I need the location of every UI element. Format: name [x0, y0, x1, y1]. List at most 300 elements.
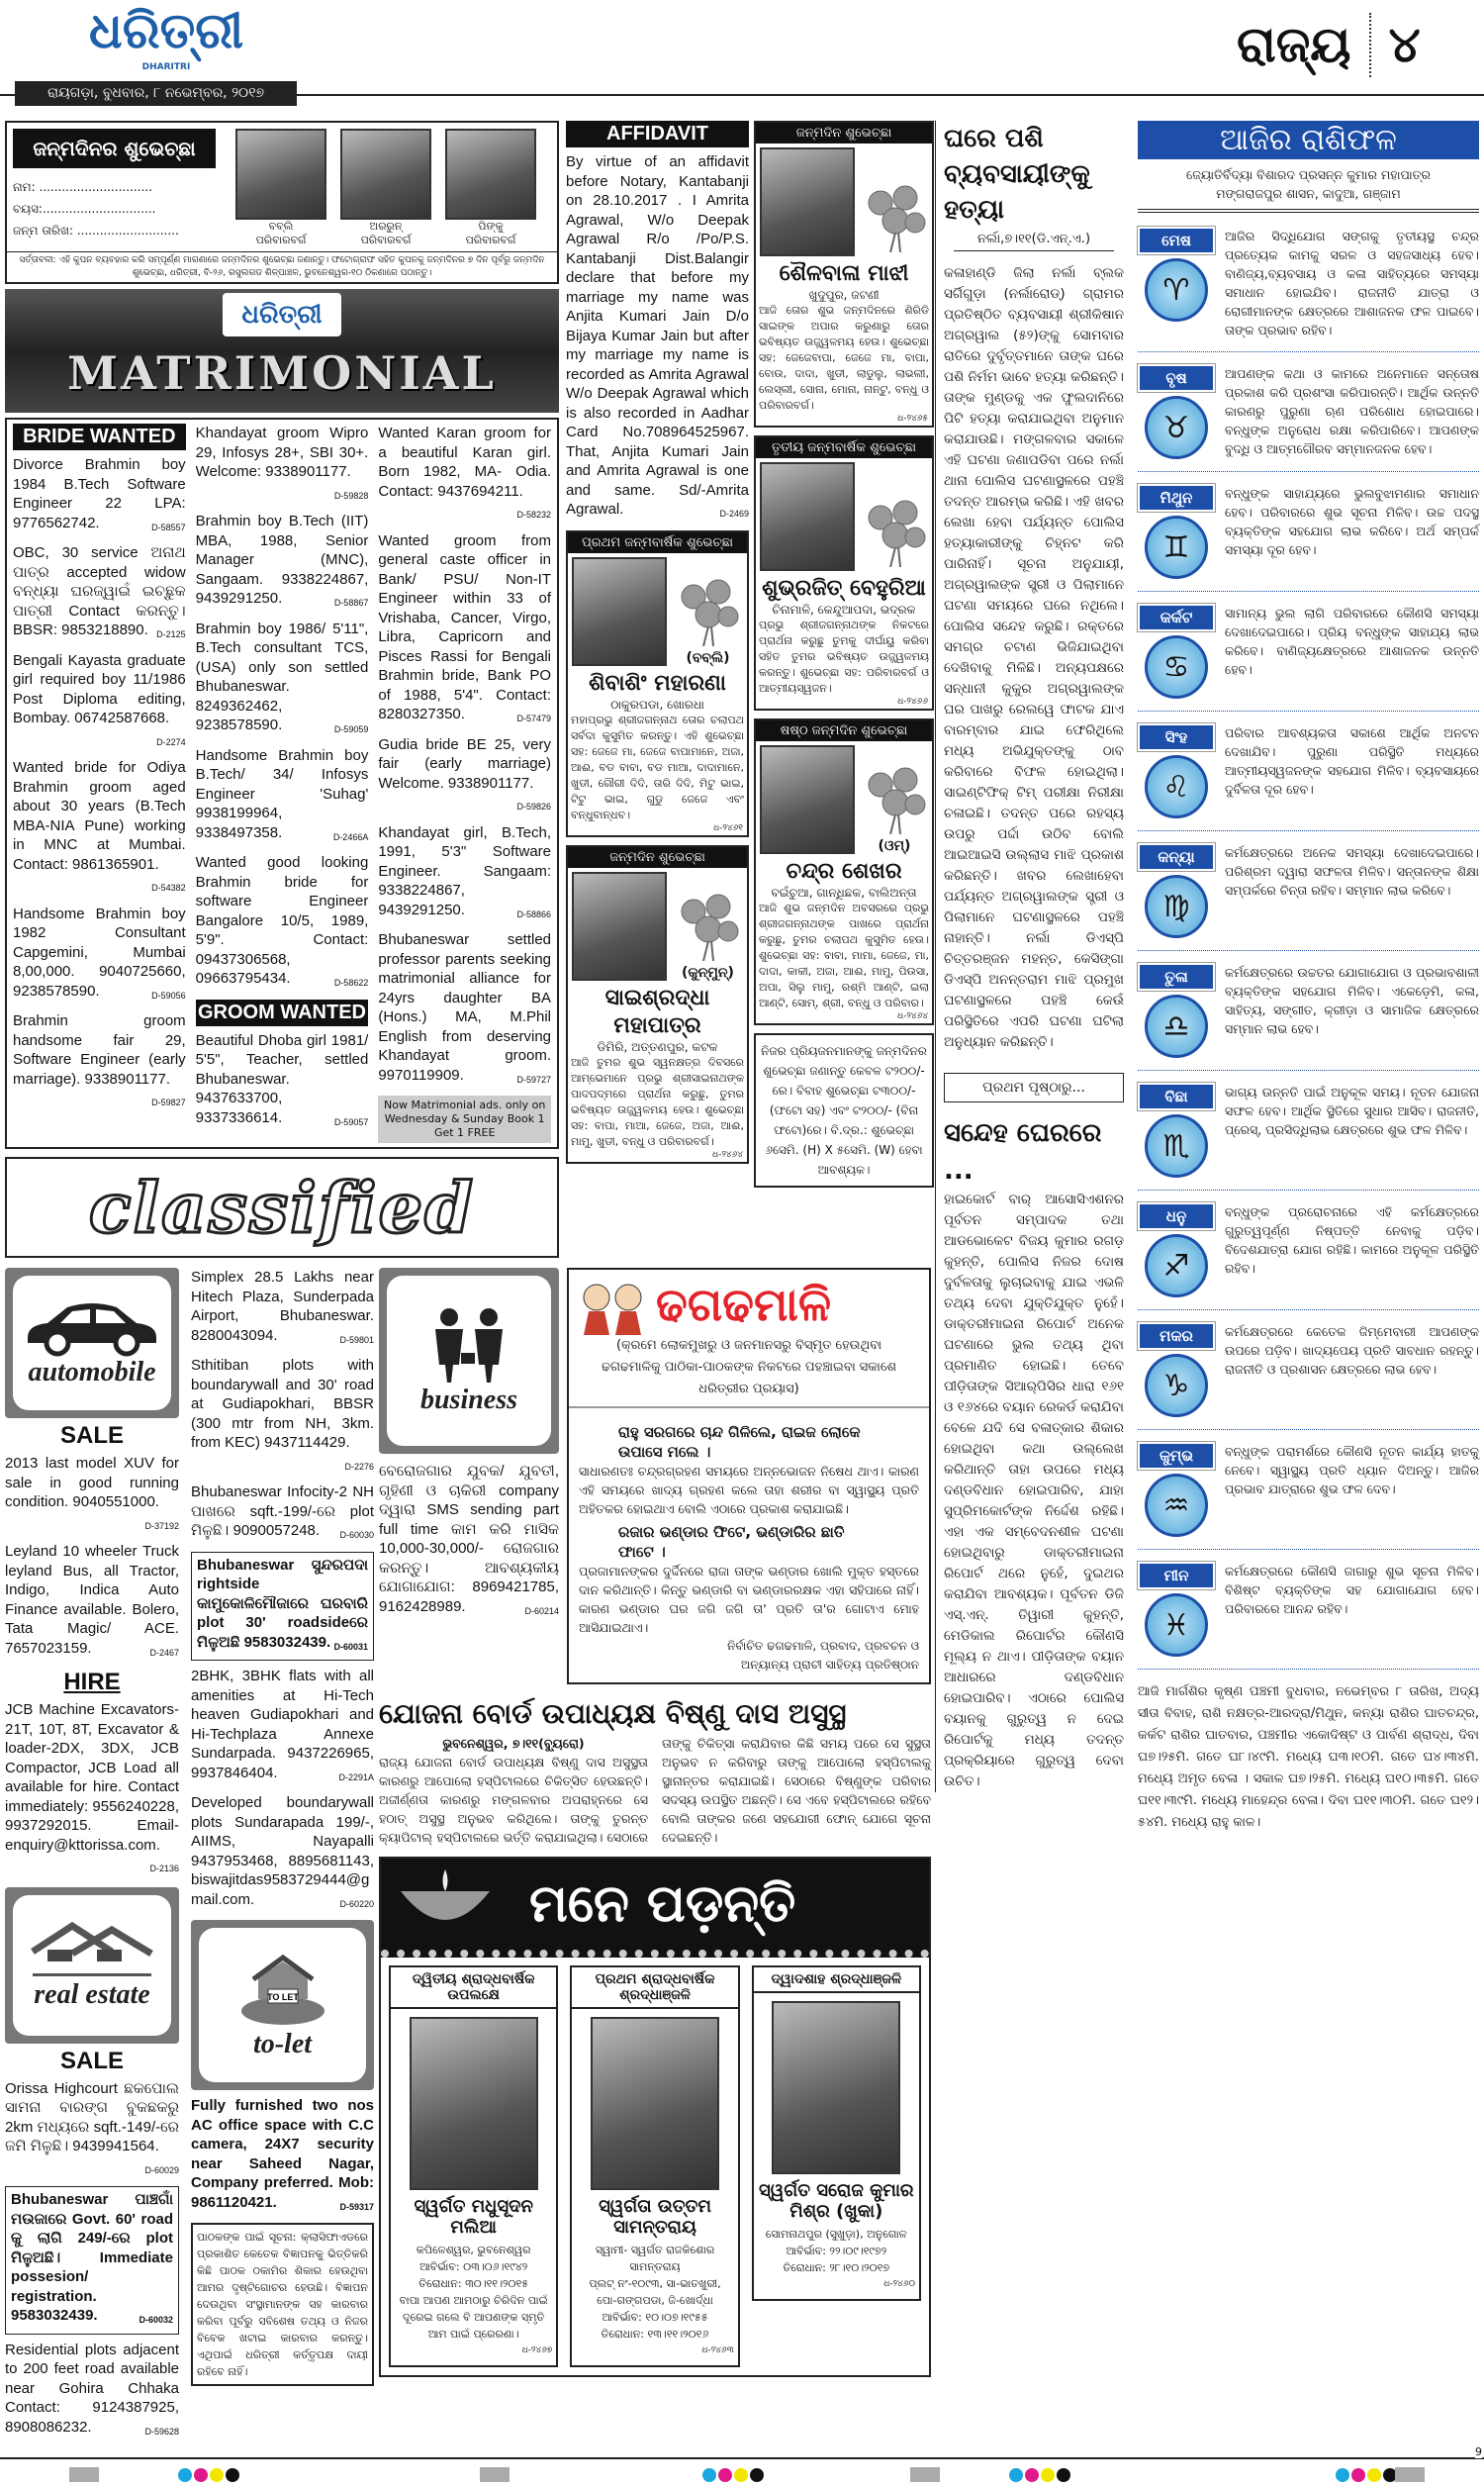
ad-text: By virtue of an affidavit before Notary, Kantabanji on 28.10.2017 . I Amrita Agrawal, W/o Deepak Agrawal R/o /Po/P.S. Kantabanji Dist.Balangir declare that before my marriage my name was Anjita Kumari Jain D/o Bijaya Kumar Jain but after my marriage my name is recorded as Amrita Agrawal W/o Deepak Agrawal which is also recorded in Aadhar Card No.708964525967. That, Anjita Kumari Jain and Amrita Agrawal is one and same. Sd/-Amrita Agrawal. [566, 153, 749, 518]
obituary-ad [570, 1965, 739, 2367]
svg-text:TO LET: TO LET [266, 1992, 299, 2002]
ad-code: D-58557 [151, 522, 186, 532]
ad-list [5, 1454, 179, 1663]
astrologer [1138, 159, 1479, 213]
headline: ଘରେ ପଶି ବ୍ୟବସାୟୀଙ୍କୁ ହତ୍ୟା [944, 124, 1090, 225]
obituaries [381, 1958, 929, 2375]
obituary-line: ସୋମନାଥପୁର (ସୁଖୁଡ଼ା), ଅନୁଗୋଳ [765, 2228, 907, 2241]
ad-text: Bhubaneswar settled professor parents seeking matrimonial alliance for 24yrs daughter BA (Hons.) MA, M.Phil English from deserving Khandayat groom. 9970119909. [378, 931, 552, 1084]
classified-ad [196, 853, 369, 994]
ad-list [191, 1268, 374, 1914]
wish-rate-notice: ନିଜର ପ୍ରିୟଜନମାନଙ୍କୁ ଜନ୍ମଦିନର ଶୁଭେଚ୍ଛା ଜଣାନ୍ତୁ କେବଳ ଟ୨୦୦/- ରେ। ବିବାହ ଶୁଭେଚ୍ଛା ଟ୩୦୦/- (ଫଟୋ ସହ) ଏବଂ ଟ୨୦୦/- (ବିନା ଫଟୋ)ରେ। ବି.ଦ୍ର.: ଶୁଭେଚ୍ଛା ୬ସେମି. (H) X ୫ସେମି. (W) ହେବା ଆବଶ୍ୟକ। [754, 1033, 934, 1188]
zodiac-name: କୁମ୍ଭ [1138, 1442, 1215, 1470]
nickname: (ବବ୍‌ଲି) [686, 649, 730, 666]
ad-code: D-2276 [344, 1461, 374, 1472]
wish-title: ତୃତୀୟ ଜନ୍ମବାର୍ଷିକ ଶୁଭେଚ୍ଛା [756, 437, 932, 458]
registration-color-dot [1009, 2468, 1023, 2482]
zodiac-label [1138, 484, 1215, 579]
wish-message: ଆଜି ତୁମର ଶୁଭ ସ୍ୱନକ୍ଷତ୍ର ଦିବସରେ ଆମ୍ଭେମାନେ ପ୍ରଭୁ ଶ୍ରୀସାଇନାଥଙ୍କ ପାଦପଦ୍ମରେ ପ୍ରାର୍ଥନା କରୁଛୁ, ତୁମର ଭବିଷ୍ୟତ ଉଜ୍ଜ୍ୱଳମୟ ହେଉ। ଶୁଭେଚ୍ଛା ସହ: ବାପା, ମାଆ, ଜେଜେ, ଅଜା, ଆଈ, ମାମୁ, ଖୁଡୀ, ବନ୍ଧୁ ଓ ପରିବାରବର୍ଗ। [571, 1055, 744, 1148]
astrologer-address: ମଙ୍ଗରାଜପୁର ଶାସନ, କାଦୁଆ, ଗଞ୍ଜାମ [1216, 186, 1401, 201]
ad-code: D-2136 [149, 1864, 179, 1873]
sample-photo [445, 129, 536, 247]
ad-code: D-59828 [333, 490, 369, 501]
wish-photo-row [568, 553, 747, 670]
ad-code: D-37192 [144, 1520, 179, 1531]
footer [0, 2445, 1484, 2487]
zodiac-name: ମିଥୁନ [1138, 484, 1215, 512]
caption: ପରିବାରବର୍ଗ [465, 234, 516, 246]
zodiac-symbol-icon: ♒ [1145, 1474, 1208, 1537]
ad-text: Gudia bride BE 25, very fair (early marriage) Welcome. 9338901177. [378, 735, 552, 792]
wish-photo-row [568, 868, 747, 985]
coupon-title: ଜନ୍ମଦିନର ଶୁଭେଚ୍ଛା [13, 129, 216, 168]
classified-ad [5, 1700, 179, 1879]
almanac: ଆଜି ମାର୍ଗଶିର କୃଷ୍ଣ ପଞ୍ଚମୀ ବୁଧବାର, ନଭେମ୍ବର ୮ ତାରିଖ, ଅଦ୍ୟ ସୀତା ବିବାହ, ରାଶି ନକ୍ଷତ୍ର-ଆରଦ୍ରା/ମିଥୁନ, କନ୍ୟା ରାଶିର ଘାତଚନ୍ଦ୍ର, କର୍କଟ ରାଶିର ଘାତବାର, ପଞ୍ଚମୀର ଏକୋଦିଷ୍ଟ ଓ ପାର୍ବଣ ଶ୍ରାଦ୍ଧ, ଦିବା ଘ୭।୨୫ମି. ଗତେ ଘ୮।୪୯ମି. ମଧ୍ୟେ ଘ୩।୧୦ମି. ଗତେ ଘ୪।୩୪ମି. ମଧ୍ୟେ ଅମୃତ ବେଳା । ସକାଳ ଘ୭।୨୫ମି. ମଧ୍ୟେ ଘ୧୦।୩୫ମି. ଗତେ ଘ୧୧।୩୯ମି. ମଧ୍ୟେ ମାହେନ୍ଦ୍ର ବେଳା। ଦିବା ଘ୧୧।୩୦ମି. ଗତେ ଘ୧୨।୫୪ମି. ମଧ୍ୟେ ରାହୁ କାଳ। [1138, 1684, 1479, 1830]
flower-side [673, 892, 743, 981]
dhaga-source: ନିର୍ବାଚିତ ଢଗଢମାଳି, ପ୍ରବାଦ, ପ୍ରବଚନ ଓ ଅନ୍ୟାନ୍ୟ ପ୍ରାଚୀ ସାହିତ୍ୟ ପ୍ରତିଷ୍ଠାନ [727, 1639, 919, 1672]
zodiac-symbol-icon: ♍ [1145, 875, 1208, 938]
wish-message: ଆଜି ଶୁଭ ଜନ୍ମଦିନ ଅବସରରେ ପ୍ରଭୁ ଶ୍ରୀଜଗନ୍ନାଥଙ୍କ ପାଖରେ ପ୍ରାର୍ଥନା କରୁଛୁ, ତୁମର ଚଲାପଥ କୁସୁମିତ ହେଉ। ଶୁଭେଚ୍ଛା ସହ: ବାବା, ମାମା, ଜେଜେ, ମା, ଦାଦା, କାକୀ, ଅଜା, ଆଈ, ମାମୁ, ପିଉସା, ଅପା, ସିଲୁ ମାମୁ, ରଶ୍ମି ଆଣ୍ଟି, ଇଲା ଆଣ୍ଟି, ସୋମ୍, ଶ୍ରୀ, ବନ୍ଧୁ ଓ ପରିବାର। [759, 902, 929, 1009]
zodiac-symbol-icon: ♌ [1145, 755, 1208, 818]
left-upper-column [5, 121, 559, 1258]
birthday-wish-ad [754, 435, 934, 711]
article-body: ହାଇକୋର୍ଟ ବାର୍ ଆସୋସିଏଶନର ପୂର୍ବତନ ସମ୍ପାଦକ ତଥା ଆଡଭୋକେଟ ବିଜୟ କୁମାର ରଗଡ଼ କୁହନ୍ତି, ପୋଲିସ ନିଜର ଦୋଷ ଦୁର୍ବଳତାକୁ ଲୁଚାଇବାକୁ ଯାଇ ଏଭଳି ତଥ୍ୟ ଦେବା ଯୁକ୍ତିଯୁକ୍ତ ନୁହେଁ। ଡାକ୍ତରୀମାଇନା ରିପୋର୍ଟ ଅନେକ ଘଟଣାରେ ଭୁଲ ତଥ୍ୟ ଥିବା ପ୍ରମାଣିତ ହୋଇଛି। ତେବେ ପୀଡ଼ିତାଙ୍କ ସିଆର୍‌ପିସିର ଧାରା ୧୬୧ ଓ ୧୬୪ରେ ବୟାନ ରେକର୍ଡ କରାଯିବା ବେଳେ ଯଦି ସେ ବଳାତ୍କାର ଶିକାର ହୋଇଥିବା କଥା ଉଲ୍ଲେଖ କରିଥାନ୍ତି ତାହା ଉପରେ ମଧ୍ୟ ଦଣ୍ଡବିଧାନ ହୋଇପାରିବ, ଯାହା ସୁପ୍ରିମକୋର୍ଟଙ୍କ ନିର୍ଦ୍ଦେଶ ରହିଛି। ଏହା ଏକ ସମ୍ବେଦନଶୀଳ ଘଟଣା ହୋଇଥିବାରୁ ଡାକ୍ତରୀମାଇନା ରିପୋର୍ଟ ଥରେ ନୁହେଁ, ଦୁଇଥର କରାଯିବା ଆବଶ୍ୟକ। ପୂର୍ବତନ ଡିଜି ଏସ୍.ଏନ୍. ତିୱାରୀ କୁହନ୍ତି, ମେଡିକାଲ ରିପୋର୍ଟର କୌଣସି ମୂଲ୍ୟ ନ ଥାଏ। ପୀଡ଼ିତାଙ୍କ ବୟାନ ଆଧାରରେ ଦଣ୍ଡବିଧାନ ହୋଇପାରିବ। ଏଠାରେ ପୋଲିସ ବୟାନକୁ ଗୁରୁତ୍ୱ ନ ଦେଇ ରିପୋର୍ଟକୁ ମଧ୍ୟ ତଦନ୍ତ ପ୍ରକ୍ରିୟାରେ ଗୁରୁତ୍ୱ ଦେବା ଉଚିତ। [944, 1192, 1124, 1789]
proverb: ରାହୁ ସରଗରେ ଚାନ୍ଦ ଗିଳିଲେ, ରାଇଜ ଲୋକେ ଉପାସେ ମଲେ । [618, 1423, 861, 1461]
obituary-heading: ଦ୍ୱିତୀୟ ଶ୍ରାଦ୍ଧବାର୍ଷିକ ଉପଲକ୍ଷେ [391, 1967, 556, 2009]
zodiac-prediction: ବନ୍ଧୁଙ୍କ ପରାମର୍ଶରେ କୌଣସି ନୂତନ କାର୍ଯ୍ୟ ହାତକୁ ନେବେ। ସ୍ୱାସ୍ଥ୍ୟ ପ୍ରତି ଧ୍ୟାନ ଦିଅନ୍ତୁ। ଆଜିର ପ୍ରଭାବ ଯାତ୍ରାରେ ଶୁଭ ଫଳ ଦେବ। [1225, 1444, 1479, 1496]
ad-code: D-59317 [339, 2201, 374, 2212]
caption: ପିଙ୍କୁ [478, 220, 504, 233]
coupon-terms: ସର୍ତ୍ତାବଳୀ: ଏହି କୁପନ ବ୍ୟବହାର କରି ସମ୍ପୂର୍ଣ୍ଣ ମାଗଣାରେ ଜନ୍ମଦିନର ଶୁଭେଚ୍ଛା ଜଣାନ୍ତୁ। ଫଟୋଗ୍ରାଫ ସହିତ କୁପନକୁ ଜନ୍ମଦିନର ୭ ଦିନ ପୂର୍ବରୁ ଜନ୍ମଦିନ ଶୁଭେଚ୍ଛା, ଧରିତ୍ରୀ, ବି-୨୬, ରସୁଲଗଡ ଶିଳ୍ପାଞ୍ଚଳ, ଭୁବନେଶ୍ୱର-୧୦ ଠିକଣାରେ ପଠାନ୍ତୁ। [7, 251, 557, 282]
dob-field[interactable]: ଜନ୍ମ ତାରିଖ: ........................... [13, 224, 179, 238]
classified-ad [5, 2186, 179, 2335]
classified-ad [5, 1542, 179, 1663]
classified-ad [191, 1268, 374, 1350]
obituary-line: ତିରୋଧାନ: ୩୦।୧୧।୨୦୧୫ [418, 2277, 529, 2290]
affidavit [566, 121, 749, 525]
zodiac-item [1138, 364, 1479, 472]
zodiac-label [1138, 1202, 1215, 1297]
ad-text: JCB Machine Excavators-21T, 10T, 8T, Excavator & loader-2DX, 3DX, JCB Compactor, JCB Load all available for hire. Contact immediately: 9556240228, 9937292015. Email-enquiry@kttorissa.com. [5, 1701, 179, 1854]
banner-title: MATRIMONIAL [67, 346, 497, 400]
ad-code: D-57479 [516, 714, 552, 723]
wish-title: ଜନ୍ମଦିନ ଶୁଭେଚ୍ଛା [756, 123, 932, 143]
matrimonial-col-1 [13, 424, 186, 1143]
print-registration-marks [0, 2467, 1484, 2484]
zodiac-item [1138, 1322, 1479, 1430]
ad-text: Divorce Brahmin boy 1984 B.Tech Software Engineer 22 LPA: 9776562742. [13, 456, 186, 531]
obituary-line: ବାପା ଆପଣ ଆମଠାରୁ ଚିରିଦିନ ପାଇଁ ଦୂରେଇ ଗଲେ ବି ଆପଣଙ୍କ ସ୍ମୃତି ଆମ ପାଇଁ ପ୍ରେରଣା। [399, 2294, 548, 2341]
ad-code: D-59057 [333, 1116, 369, 1127]
page-number: ୪ [1388, 16, 1421, 73]
child-photo [760, 462, 855, 571]
classified-ad [196, 512, 369, 614]
registration-color-dot [1351, 2468, 1365, 2482]
reader-notice: ପାଠକଙ୍କ ପାଇଁ ସୂଚନା: କ୍ଲାସିଫାଏଡରେ ପ୍ରକାଶିତ କେତେକ ବିଜ୍ଞାପନକୁ ଭିତ୍ତିକରି କିଛି ପାଠକ ଠକାମିର ଶିକାର ହେଉଥିବା ଆମର ଦୃଷ୍ଟିଗୋଚର ହେଉଛି। ବିଜ୍ଞାପନ ଦେଉଥିବା ସଂସ୍ଥାମାନଙ୍କ ସହ କାରବାର କରିବା ପୂର୍ବରୁ ସବିଶେଷ ତଥ୍ୟ ଓ ନିଜର ବିବେକ ଖଟାଇ କାରବାର କରନ୍ତୁ। ଏଥିପାଇଁ ଧରିତ୍ରୀ କର୍ତ୍ତୃପକ୍ଷ ଦାୟୀ ରହିବେ ନାହିଁ। [191, 2223, 374, 2386]
ad-text: Wanted Karan groom for a beautiful Karan girl. Born 1982, MA- Odia. Contact: 9437694211. [378, 425, 552, 500]
zodiac-item [1138, 1202, 1479, 1310]
dhaga-header [569, 1270, 929, 1335]
ad-code: D-58866 [516, 909, 552, 919]
zodiac-label [1138, 723, 1215, 818]
obituary-heading: ପ୍ରଥମ ଶ୍ରାଦ୍ଧବାର୍ଷିକ ଶ୍ରଦ୍ଧାଞ୍ଜଳି [572, 1967, 737, 2009]
zodiac-item [1138, 843, 1479, 951]
wishes-col-5 [754, 121, 934, 1188]
dhaga-intro: (କ୍ରମେ ଲୋକମୁଖରୁ ଓ ଜନମାନସରୁ ବିସ୍ମୃତ ହେଉଥିବା ଢଗଢମାଳିକୁ ପାଠିକା-ପାଠକଙ୍କ ନିକଟରେ ପହଞ୍ଚାଇବା ସକାଶେ ଧରିତ୍ରୀର ପ୍ରୟାସ) [569, 1335, 929, 1408]
ad-code: D-59628 [144, 2426, 179, 2437]
matrimonial-col-2 [196, 424, 369, 1143]
news-article-continued [944, 1073, 1124, 1792]
obituary-ad [389, 1965, 558, 2367]
house-icon [28, 1920, 156, 1979]
ad-text: Bhubaneswar ସୁନ୍ଦରପଦା rightside କାମୁକୋଳିମୌଜାରେ ଘରବାରି plot 30' roadsideରେ ମିଳୁଅଛି 9583032439. [197, 1556, 368, 1651]
obituary-line: ଆବିର୍ଭାବ: ୧୦।୦୭।୧୯୫୫ [602, 2311, 708, 2324]
deceased-name: ସ୍ୱର୍ଗତ ସରୋଜ କୁମାର ମିଶ୍ର (ଖୁକା) [759, 2180, 914, 2222]
ad-text: Wanted groom from general caste officer in Bank/ PSU/ Non-IT Engineer within 33 of Vrishaba, Cancer, Virgo, Libra, Capricorn and Pisces Rassi for Bengali Brahmin bride, Bank PO of 1988, 5'4". Contact: 8280327350. [378, 531, 552, 722]
registration-color-dot [210, 2468, 224, 2482]
ad-text: Khandayat girl, B.Tech, 1991, 5'3" Software Engineer. Sangaam: 9338224867, 9439291250. [378, 823, 552, 918]
obituary-line: ଆବିର୍ଭାବ: ୦୩।୦୬।୧୯୪୨ [419, 2260, 528, 2273]
ad-code: D-60214 [524, 1605, 559, 1616]
article-text: ରାଜ୍ୟ ଯୋଜନା ବୋର୍ଡ ଉପାଧ୍ୟକ୍ଷ ବିଷ୍ଣୁ ଦାସ ଅସୁସ୍ଥତା କାରଣରୁ ଆପୋଲୋ ହସ୍ପିଟାଲରେ ଚିକିତ୍ସିତ ହେଉଛନ୍ତି। ଅଜୀର୍ଣ୍ଣତା କାରଣରୁ ମଙ୍ଗଳବାର ଅପରାହ୍ନରେ ସେ ହଠାତ୍ ଅସୁସ୍ଥ ଅନୁଭବ କରିଥିଲେ। ତାଙ୍କୁ ତୁରନ୍ତ କ୍ୟାପିଟାଲ୍ ହସ୍ପିଟାଲରେ ଭର୍ତ୍ତି କରାଯାଇଥିଲା। ସେଠାରେ ତାଙ୍କୁ ଚିକିତ୍ସା କରାଯିବାର କିଛି ସମୟ ପରେ ସେ ସୁସ୍ଥତା ଅନୁଭବ ନ କରିବାରୁ ତାଙ୍କୁ ଆପୋଲୋ ହସ୍ପିଟାଲକୁ ସ୍ଥାନାନ୍ତର କରାଯାଇଛି। ସେଠାରେ ବିଷ୍ଣୁଙ୍କ ପରିବାର ସଦସ୍ୟ ଉପସ୍ଥିତ ଅଛନ୍ତି। ସେ ଏବେ ହସ୍ପିଟାଲରେ ରହିବେ ବୋଲି ତାଙ୍କର ଜଣେ ସହଯୋଗୀ ଫୋନ୍ ଯୋଗେ ସୂଚନା ଦେଇଛନ୍ତି। [379, 1736, 931, 1845]
wish-slot [754, 718, 934, 1025]
child-name: ଶୈଳବାଳା ମାଝୀ [779, 261, 909, 286]
business-and-dhaga-row [379, 1268, 931, 1684]
caption: ବବ୍‌ଲି [268, 220, 294, 233]
bride-wanted-heading: BRIDE WANTED [13, 424, 186, 450]
ad-text: Brahmin boy B.Tech (IIT) MBA, 1988, Senior Manager (MNC), Sangaam. 9338224867, 9439291250. [195, 513, 369, 607]
zodiac-item [1138, 227, 1479, 352]
zodiac-prediction: ଆଜିର ସିଦ୍ଧିଯୋଗ ସଙ୍ଗକୁ ତୃତୀୟସ୍ଥ ଚନ୍ଦ୍ର ପ୍ରତ୍ୟେକ କାମକୁ ସରଳ ଓ ସହଜସାଧ୍ୟ ହେବ। ବାଣିଜ୍ୟ,ବ୍ୟବସାୟ ଓ କଳା ସାହିତ୍ୟରେ ସମସ୍ୟା ସମାଧାନ ହୋଇଯିବ। ରାଜନୀତି ଯାତ୍ରା ଓ ରୋଗୀମାନଙ୍କ କ୍ଷେତ୍ରରେ ଆଶାଜନକ ଫଳ ପାଇବେ। ତାଙ୍କ ପ୍ରଭାବ ରହିବ। [1225, 229, 1479, 337]
classified-ad [378, 930, 551, 1090]
registration-color-dot [1041, 2468, 1055, 2482]
ad-code: ଧ-୨୪୬୭ [521, 2345, 553, 2355]
child-place: ଡିମିରି, ଅତ୍ତଣପୁର, କଟକ [597, 1039, 718, 1054]
registration-color-dot [1057, 2468, 1070, 2482]
child-place: ବଇଁଚୁଆ, ଗାନ୍ଧିଛକ, ବାଲିଅନ୍ତା [771, 886, 917, 900]
ad-text: Bhubaneswar ପାଞ୍ଚଗାଁ ମଉଜାରେ Govt. 60' road କୁ ଲାଗି 249/-ରେ plot ମିଳୁଅଛି। Immediate possesion/ registration. 9583032439. [11, 2191, 173, 2324]
divider [1369, 13, 1371, 77]
ad-list [13, 455, 186, 1113]
ad-text: ବେରୋଜଗାର ଯୁବକ/ ଯୁବତୀ, ଗୃହିଣୀ ଓ ଚାକିରୀ company ଦ୍ୱାରା SMS sending part full time କାମ କରି ମାସିକ 10,000-30,000/- ରୋଜଗାର କରନ୍ତୁ। ଆବଶ୍ୟକୀୟ ଯୋଗାଯୋଗ: 8969421785, 9162428989. [379, 1463, 559, 1615]
age-field[interactable]: ବୟସ:.............................. [13, 202, 156, 216]
zodiac-prediction: କର୍ମକ୍ଷେତ୍ରରେ କୌଣସି ଜାଗାରୁ ଶୁଭ ସୂଚନା ମିଳିବ। ବିଶିଷ୍ଟ ବ୍ୟକ୍ତିଙ୍କ ସହ ଯୋଗାଯୋଗ ହେବ। ପରିବାରରେ ଆନନ୍ଦ ରହିବ। [1225, 1564, 1479, 1616]
zodiac-label [1138, 1562, 1215, 1657]
ad-code: D-60032 [139, 2315, 173, 2325]
obituary-line: ତିରୋଧାନ: ୨୮।୧୦।୨୦୧୭ [783, 2261, 890, 2274]
name-field[interactable]: ନାମ: .............................. [13, 180, 152, 194]
ad-code: ଧ-୨୪୬୩ [701, 2345, 734, 2355]
headline: ଯୋଜନା ବୋର୍ଡ ଉପାଧ୍ୟକ୍ଷ ବିଷ୍ଣୁ ଦାସ ଅସୁସ୍ଥ [379, 1697, 847, 1730]
classified-ad [13, 1011, 186, 1113]
registration-color-dot [1025, 2468, 1039, 2482]
banner-logo: ଧରିତ୍ରୀ [223, 293, 341, 336]
zodiac-name: ଧନୁ [1138, 1202, 1215, 1230]
zodiac-prediction: ବନ୍ଧୁଙ୍କ ପ୍ରରୋଚନାରେ ଏହି କର୍ମକ୍ଷେତ୍ରରେ ଗୁରୁତ୍ୱପୂର୍ଣ୍ଣ ନିଷ୍ପତ୍ତି ନେବାକୁ ପଡ଼ିବ। ବିଦେଶଯାତ୍ରା ଯୋଗ ରହିଛି। କାମରେ ଅନୁକୂଳ ପରିସ୍ଥିତି ରହିବ। [1225, 1204, 1479, 1276]
ad-text: Simplex 28.5 Lakhs near Hitech Plaza, Sunderpada Airport, Bhubaneswar. 8280043094. [191, 1269, 374, 1344]
ad-code: ଧ-୨୪୬୪ [711, 1149, 743, 1160]
birthday-wish-ad [566, 845, 749, 1164]
registration-color-dot [178, 2468, 192, 2482]
dateline: ରାୟଗଡ଼ା, ବୁଧବାର, ୮ ନଭେମ୍ବର, ୨୦୧୭ [15, 81, 297, 106]
deceased-name: ସ୍ୱର୍ଗତ ମଧୁସୂଦନ ମଲିଆ [414, 2196, 533, 2238]
zodiac-name: ସିଂହ [1138, 723, 1215, 751]
zodiac-label [1138, 1322, 1215, 1417]
coupon-form [13, 129, 216, 247]
ad-code: D-2467 [149, 1647, 179, 1658]
ad-text: Handsome Brahmin boy 1982 Consultant Capgemini, Mumbai 8,00,000. 9040725660, 9238578590. [13, 905, 186, 1000]
classified-ad [13, 455, 186, 537]
upper-row [0, 121, 935, 1258]
zodiac-prediction: କର୍ମକ୍ଷେତ୍ରରେ ଉଚ୍ଚତର ଯୋଗାଯୋଗ ଓ ପ୍ରଭାବଶାଳୀ ବ୍ୟକ୍ତିଙ୍କ ସହଯୋଗ ମିଳିବ। ଏକେଡ଼େମି, କଳା, ସାହିତ୍ୟ, ସଙ୍ଗୀତ, କ୍ରୀଡ଼ା ଓ ସାମାଜିକ କ୍ଷେତ୍ରରେ ସମ୍ମାନ ଲାଭ ହେବ। [1225, 965, 1479, 1036]
nickname: (କୁନ୍‌ମୁନ୍) [682, 964, 734, 981]
nickname: (ଓମ୍) [878, 838, 911, 854]
classified-ad [379, 1462, 559, 1621]
zodiac-name: ମେଷ [1138, 227, 1215, 254]
dateline: ନର୍ଲା,୭।୧୧(ଡି.ଏନ୍.ଏ.) [954, 232, 1114, 251]
caption: ପରିବାରବର୍ଗ [360, 234, 412, 246]
ad-code: D-2291A [338, 1771, 374, 1782]
section-name: ରାଜ୍ୟ [1237, 16, 1351, 73]
affidavit-column [566, 121, 749, 1172]
dhaga-dhamali-box [567, 1268, 931, 1684]
news-article-planning-board [379, 1694, 931, 1847]
child-place: ଠାକୁରପଡା, ଖୋରଧା [610, 697, 704, 712]
wish-slot [566, 530, 749, 837]
logo [67, 0, 265, 79]
flower-side [861, 498, 928, 571]
wish-photo-row [756, 458, 932, 575]
wish-slot [754, 121, 934, 428]
ad-text: Wanted bride for Odiya Brahmin groom aged about 30 years (B.Tech MBA-NIA Pune) working in MNC at Mumbai. Contact: 9861365901. [13, 759, 186, 873]
zodiac-label [1138, 843, 1215, 938]
sale-heading: SALE [59, 1422, 124, 1449]
ad-text: Khandayat groom Wipro 29, Infosys 28+, SBI 30+. Welcome: 9338901177. [195, 425, 369, 480]
wish-message: ଆଜି ତୋର ଶୁଭ ଜନ୍ମଦିନରେ ଶିରିଡି ସାଇଙ୍କ ଅପାର କରୁଣାରୁ ତୋର ଭବିଷ୍ୟତ ଉଜ୍ଜ୍ୱଳମୟ ହେଉ। ଶୁଭେଚ୍ଛା ସହ: ଜେଜେବାପା, ଜେଜେ ମା, ବାପା, ବୋଉ, ଦାଦା, ଖୁଡୀ, ଲାଡୁଲୁ, ଲାଭଲୀ, ଲେସ୍‌ଲୀ, ସୋନା, ମୋନା, ନାନ୍ଟୁ, ବନ୍ଧୁ ଓ ପରିବାରବର୍ଗ। [759, 304, 929, 412]
business-label: business [419, 1385, 518, 1415]
logo-text: ଧରିତ୍ରୀ [88, 2, 244, 59]
lower-row [0, 1268, 935, 2447]
ad-text: Sthitiban plots with boundarywall and 30' road at Gudiapokhari, BBSR (300 mtr from NH, 3km. from KEC) 9437114429. [191, 1357, 374, 1451]
article-body [379, 1734, 931, 1847]
classified-ad [191, 2096, 374, 2217]
classified-col-2 [191, 1268, 374, 2447]
matrimonial-notice: Now Matrimonial ads. only on Wednesday & Sunday Book 1 Get 1 FREE [378, 1096, 551, 1143]
obituary-line: ତିରୋଧାନ: ୧୩।୧୧।୨୦୧୬ [601, 2328, 709, 2341]
wish-title: ଜନ୍ମଦିନ ଶୁଭେଚ୍ଛା [568, 847, 747, 868]
ad-code: D-59727 [516, 1074, 552, 1085]
classified-col-3 [379, 1268, 559, 1627]
zodiac-label [1138, 1083, 1215, 1178]
zodiac-label [1138, 227, 1215, 339]
groom-wanted-heading: GROOM WANTED [196, 1000, 369, 1026]
news-column [935, 121, 1128, 1792]
zodiac-item [1138, 1562, 1479, 1670]
dhaga-items [569, 1408, 929, 1674]
business-people-icon [419, 1305, 518, 1385]
obituary-line: ପୋ-ଗଙ୍ଗପଡା, ଜି-ଖୋର୍ଦ୍ଧା [597, 2294, 713, 2307]
memorial-section [379, 1857, 931, 2377]
zodiac-name: ମୀନ [1138, 1562, 1215, 1589]
ad-code: D-60220 [339, 1898, 374, 1909]
ad-text: Orissa Highcourt ଛକପୋଲ ସାମନା ବାରଙ୍ଗ ବୁକଛକରୁ 2km ମଧ୍ୟରେ sqft.-149/-ରେ ଜମି ମିଳୁଛି। 9439941564. [5, 2079, 179, 2154]
classified-ad [191, 1356, 374, 1477]
sale-heading: SALE [59, 2047, 124, 2074]
classified-section [5, 1268, 374, 2447]
classified-ad [378, 531, 551, 729]
zodiac-item [1138, 723, 1479, 831]
zodiac-item [1138, 1083, 1479, 1191]
ad-list [5, 1700, 179, 1879]
registration-color-dot [734, 2468, 748, 2482]
proverb-meaning: ସାଧାରଣତଃ ଚନ୍ଦ୍ରଗ୍ରହଣ ସମୟରେ ଅନ୍ନଭୋଜନ ନିଷେଧ ଥାଏ। କାରଣ ଏହି ସମୟରେ ଖାଦ୍ୟ ଗ୍ରହଣ କଲେ ତାହା ଶରୀର ବା ସ୍ୱାସ୍ଥ୍ୟ ପ୍ରତି ଅହିତକର ହୋଇଥାଏ ବୋଲି ଏଠାରେ ପ୍ରକାଶ କରାଯାଇଛି। [579, 1464, 919, 1516]
zodiac-symbol-icon: ♑ [1145, 1354, 1208, 1417]
wish-title: ପ୍ରଥମ ଜନ୍ମବାର୍ଷିକ ଶୁଭେଚ୍ଛା [568, 532, 747, 553]
ad-list [191, 2096, 374, 2217]
zodiac-name: ବୃଷ [1138, 364, 1215, 392]
classified-ad [196, 620, 369, 740]
to-let-label: to-let [252, 2029, 313, 2059]
matrimonial-banner [5, 289, 559, 413]
hire-heading: HIRE [63, 1669, 121, 1695]
wish-message: ମହାପ୍ରଭୁ ଶ୍ରୀଜଗନ୍ନାଥ ତୋର ଚଲାପଥ ସର୍ବଦା କୁସୁମିତ କରନ୍ତୁ। ଏହି ଶୁଭେଚ୍ଛା ସହ: ଜେଜେ ମା, ଜେଜେ ବାପାମାନେ, ଅଜା, ଆଈ, ବଡ ବାବା, ବଡ ମାଆ, ଦାଦାମାନେ, ଖୁଡୀ, ଗୌରୀ ଦିଦି, ତାରି ଦିଦି, ମିଟୁ ଭାଇ, ଟିଟୁ ଭାଇ, ଗୁଡୁ ଜେଜେ ଏବଂ ବନ୍ଧୁବାନ୍ଧବ। [571, 713, 744, 821]
obituary-line: ସ୍ୱାମୀ- ସ୍ୱର୍ଗତ ରାଜକିଶୋର ସାମନ୍ତରାୟ [595, 2244, 715, 2273]
matrimonial-section [5, 418, 559, 1149]
classified-ad [13, 543, 186, 645]
caption: ଅରରୁନ୍ [369, 220, 403, 233]
zodiac-prediction: କର୍ମକ୍ଷେତ୍ରରେ ଅନେକ ସମସ୍ୟା ଦେଖାଦେଇପାରେ। ପରିଶ୍ରମ ଦ୍ୱାରା ସଫଳତା ମିଳିବ। ସନ୍ତାନଙ୍କ ଶିକ୍ଷା ସମ୍ପର୍କରେ ଚିନ୍ତା ରହିବ। ସମ୍ମାନ ଲାଭ କରିବେ। [1225, 845, 1479, 898]
real-estate-label: real estate [34, 1978, 150, 2010]
ad-code: ଧ-୨୪୬୫ [897, 414, 928, 424]
classified-ad [13, 758, 186, 899]
ad-text: Developed boundarywall plots Sundarapada 199/-, AIIMS, Nayapalli 9437953468, 8895681143, biswajitdas9583729444@gmail.com. [191, 1794, 374, 1908]
zodiac-prediction: କର୍ମକ୍ଷେତ୍ରରେ କେତେକ ଜିମ୍ମେବାରୀ ଆପଣଙ୍କ ଉପରେ ପଡ଼ିବ। ଖାଦ୍ୟପେୟ ପ୍ରତି ସାବଧାନ ରହନ୍ତୁ। ରାଜନୀତି ଓ ପ୍ରଶାସନ କ୍ଷେତ୍ରରେ ଲାଭ ହେବ। [1225, 1324, 1479, 1377]
wish-slot [566, 845, 749, 1164]
birthday-wish-ad [566, 530, 749, 837]
continued-from-front: ପ୍ରଥମ ପୃଷ୍ଠାରୁ... [944, 1073, 1124, 1102]
ad-text: Brahmin boy 1986/ 5'11", B.Tech consultant TCS, (USA) only son settled Bhubaneswar. 8249362462, 9238578590. [195, 620, 369, 733]
classified-col-1 [5, 1268, 179, 2447]
classified-ad [191, 1552, 374, 1662]
ad-code: D-58622 [333, 978, 369, 988]
ad-text: Residential plots adjacent to 200 feet road available near Gohira Chhaka Contact: 9124387925, 8908086232. [5, 2341, 179, 2436]
classified-ad [5, 2341, 179, 2442]
classified-ad [191, 1483, 374, 1546]
real-estate-icon-box [5, 1887, 179, 2044]
classified-ad [13, 651, 186, 753]
registration-color-dot [1336, 2468, 1349, 2482]
business-icon-box [379, 1268, 559, 1454]
classified-ad [196, 746, 369, 848]
birthday-wish-ad [754, 718, 934, 1025]
proverb: ରଜାର ଭଣ୍ଡାର ଫିଟେ, ଭଣ୍ଡାରିର ଛାତି ଫାଟେ । [618, 1523, 845, 1561]
classified-ad [191, 1667, 374, 1787]
cartoon-icon [579, 1276, 648, 1335]
birthday-wish-ad [754, 121, 934, 428]
wish-title: ଷଷ୍ଠ ଜନ୍ମଦିନ ଶୁଭେଚ୍ଛା [756, 720, 932, 741]
registration-color-dot [750, 2468, 764, 2482]
child-photo [572, 872, 667, 981]
sample-photo [340, 129, 431, 247]
registration-color-dot [718, 2468, 732, 2482]
classified-ad [13, 905, 186, 1006]
sample-photo [235, 129, 326, 247]
ad-code: ଧ-୨୪୬୦ [883, 2279, 915, 2289]
birthday-coupon [5, 121, 559, 284]
classified-ad [196, 424, 369, 506]
ad-code: D-59826 [516, 802, 552, 812]
classified-banner [5, 1157, 559, 1258]
obituary-line: କପିଳେଶ୍ୱର, ଭୁବନେଶ୍ୱର [416, 2244, 531, 2256]
zodiac-prediction: ବନ୍ଧୁଙ୍କ ସାହାଯ୍ୟରେ ଭୁଲବୁଝାମଣାର ସମାଧାନ ହେବ। ପରିବାରରେ ଶୁଭ ସୂଚନା ମିଳିବ। ଉଚ୍ଚ ପଦସ୍ଥ ବ୍ୟକ୍ତିଙ୍କ ସହଯୋଗ ଲାଭ କରିବେ। ଅର୍ଥ ସମ୍ପର୍କ ସମସ୍ୟା ଦୂର ହେବ। [1225, 486, 1479, 557]
ad-code: D-54382 [151, 883, 186, 893]
middle-lower-block [379, 1268, 931, 2377]
registration-gray-block [69, 2467, 99, 2482]
affidavit-title: AFFIDAVIT [566, 121, 749, 147]
child-place: ଚିନାମାଳି, କେନ୍ଦୁଆପଦା, ଭଦ୍ରକ [772, 603, 916, 617]
ad-list [5, 2079, 179, 2442]
affidavit-text [566, 152, 749, 525]
ad-code: D-59827 [151, 1098, 186, 1107]
zodiac-name: ତୁଳା [1138, 963, 1215, 991]
zodiac-name: କନ୍ୟା [1138, 843, 1215, 871]
classified-ad [191, 1793, 374, 1914]
automobile-icon-box [5, 1268, 179, 1418]
ad-text: 2013 last model XUV for sale in good running condition. 9040551000. [5, 1455, 179, 1510]
ad-code: D-2274 [156, 736, 186, 747]
ad-text: 2BHK, 3BHK flats with all amenities at Hi-Tech heaven Gudiapokhari and Hi-Techplaza Annexe Sundarpada. 9437226965, 9937846404. [191, 1668, 374, 1781]
coupon-photos [235, 129, 536, 247]
ad-code: D-60031 [333, 1641, 368, 1652]
ad-list [196, 1031, 369, 1133]
ad-text: OBC, 30 service ଅନାଥ ପାତ୍ର accepted widow ବନ୍ଧ୍ୟା ଘରଜ୍ୱାଇଁ ଇଚ୍ଛୁକ ପାତ୍ରୀ Contact କରନ୍ତୁ। BBSR: 9853218890. [13, 544, 186, 638]
caption: ପରିବାରବର୍ଗ [255, 234, 307, 246]
wish-slot [754, 435, 934, 711]
zodiac-item [1138, 1442, 1479, 1550]
ad-code: D-2125 [156, 629, 186, 639]
article-body: କଳାହାଣ୍ଡି ଜିଲା ନର୍ଲା ବ୍ଲକ ସର୍ଗିଗୁଡ଼ା (ନର୍ଲାରୋଡ୍) ଗ୍ରାମର ପ୍ରତିଷ୍ଠିତ ବ୍ୟବସାୟୀ ଶ୍ରୀକିଷାନ ଅଗ୍ରୱାଲ (୫୨)ଙ୍କୁ ସୋମବାର ରାତିରେ ଦୁର୍ବୃତ୍ତମାନେ ତାଙ୍କ ଘରେ ପଶି ନିର୍ମମ ଭାବେ ହତ୍ୟା କରିଛନ୍ତି। ତାଙ୍କ ମୁଣ୍ଡକୁ ଏକ ଫୁଲଦାନିରେ ପିଟି ହତ୍ୟା କରାଯାଇଥିବା ଅନୁମାନ କରାଯାଉଛି। ମଙ୍ଗଳବାର ସକାଳେ ଏହି ଘଟଣା ଜଣାପଡିବା ପରେ ନର୍ଲା ଥାନା ପୋଲିସ ଘଟଣାସ୍ଥଳରେ ପହଞ୍ଚି ତଦନ୍ତ ଆରମ୍ଭ କରିଛି। ଏହି ଖବର ଲେଖା ହେବା ପର୍ଯ୍ୟନ୍ତ ପୋଲିସ ହତ୍ୟାକାରୀଙ୍କୁ ଚିହ୍ନଟ କରି ପାରିନାହିଁ। ସୂଚନା ଅନୁଯାୟୀ, ଅଗ୍ରୱାଲଙ୍କ ସ୍ତ୍ରୀ ଓ ପିଲାମାନେ ଘଟଣା ସମୟରେ ଘରେ ନଥିଲେ। ପୋଲିସ ସନ୍ଦେହ କରୁଛି। ରକ୍ତରେ ସମଗ୍ର ଚଟାଣ ଭିଜିଯାଇଥିବା ଦେଖିବାକୁ ମିଳିଛି। ଅନ୍ୟପକ୍ଷରେ ସନ୍ଧାନୀ କୁକୁର ଅଗ୍ରୱାଲଙ୍କ ଘର ପାଖରୁ ରେଲୱେ ଫାଟକ ଯାଏ ବାରମ୍ବାର ଯାଇ ଫେରିଥିଲେ ମଧ୍ୟ ଅଭିଯୁକ୍ତଙ୍କୁ ଠାବ କରିବାରେ ବିଫଳ ହୋଇଥିଲା। ସାଇଣ୍ଟିଫିକ୍ ଟିମ୍ ପରୀକ୍ଷା ନିରୀକ୍ଷା ଚଳାଇଛି। ତଦନ୍ତ ପରେ ରହସ୍ୟ ଉପରୁ ପର୍ଦ୍ଦା ଉଠିବ ବୋଲି ଆଇଆଇସି ଉଲ୍ଲାସ ମାଝି ପ୍ରକାଶ କରିଛନ୍ତି। ଖବର ଲେଖାହେବା ପର୍ଯ୍ୟନ୍ତ ଅଗ୍ରୱାଲଙ୍କ ସ୍ତ୍ରୀ ଓ ପିଲାମାନେ ଘଟଣାସ୍ଥଳରେ ପହଞ୍ଚି ନାହାନ୍ତି। ନର୍ଲା ଡିଏସ୍‌ପି ଚିତ୍ତରଞ୍ଜନ ମହନ୍ତ, କେସିଙ୍ଗା ଡିଏସ୍‌ପି ଅନନ୍ତରାମ ମାଝି ପ୍ରମୁଖ ଘଟଣାସ୍ଥଳରେ ପହଞ୍ଚି କେଉଁ ପରିସ୍ଥିତିରେ ଏପରି ଘଟଣା ଘଟିଲା ଅନୁଧ୍ୟାନ କରିଛନ୍ତି। [944, 265, 1124, 1050]
zodiac-name: କର୍କଟ [1138, 604, 1215, 631]
ad-code: ଧ-୨୪୬୬ [897, 697, 928, 707]
horoscope-section [1138, 121, 1484, 1834]
ad-code: D-60030 [339, 1530, 374, 1540]
dateline: ଭୁବନେଶ୍ୱର, ୭।୧୧(ବ୍ୟୁରୋ) [442, 1736, 585, 1751]
zodiac-list [1138, 227, 1479, 1670]
registration-color-dot [226, 2468, 239, 2482]
zodiac-prediction: ଆପଣଙ୍କ କଥା ଓ କାମରେ ଅନେମାନେ ସନ୍ତୋଷ ପ୍ରକାଶ କରି ପ୍ରଶଂସା କରିପାରନ୍ତି। ଆର୍ଥିକ ଉନ୍ନତି କାରଣରୁ ପୁରୁଣା ଋଣ ପରିଶୋଧ ହୋଇପାରେ। ବନ୍ଧୁଙ୍କ ଅନୁରୋଧ ରକ୍ଷା କରିପାରିବେ। ଆପଣଙ୍କ ବୁଦ୍ଧି ଓ ଆତ୍ମଗୌରବ ସମ୍ମାନଜନକ ହେବ। [1225, 366, 1479, 456]
obituary-ad [752, 1965, 921, 2301]
memorial-title: ମନେ ପଡ଼ନ୍ତି [529, 1873, 796, 1934]
ad-text: Bengali Kayasta graduate girl required boy 11/1986 Post Diploma editing, Bombay. 06742587668. [13, 651, 186, 726]
ad-text: Wanted good looking Brahmin bride for software Engineer Bangalore 10/5, 1989, 5'9". Contact: 09437306568, 09663795434. [195, 854, 369, 987]
registration-gray-block [1395, 2467, 1425, 2482]
child-place: ଖୁଦୁପୁର, ଜଟଣୀ [808, 288, 880, 302]
flower-bouquet-icon [674, 892, 743, 961]
registration-color-dot [194, 2468, 208, 2482]
ad-text: Fully furnished two nos AC office space with C.C camera, 24X7 security near Saheed Nagar, Company preferred. Mob: 9861120421. [191, 2097, 374, 2211]
zodiac-symbol-icon: ♈ [1145, 258, 1208, 322]
flower-bouquet-icon [861, 498, 930, 567]
flower-bouquet-icon [861, 183, 930, 252]
child-name: ସାଇଶ୍ରଦ୍ଧା ମହାପାତ୍ର [604, 985, 710, 1038]
ad-code: D-2469 [719, 509, 749, 519]
wish-photo-row [756, 741, 932, 858]
sheet-number: 9 [1475, 2445, 1482, 2458]
child-photo [760, 745, 855, 854]
ad-code: D-59801 [339, 1334, 374, 1345]
classified-title: classified [88, 1166, 476, 1249]
flower-side [673, 577, 743, 666]
